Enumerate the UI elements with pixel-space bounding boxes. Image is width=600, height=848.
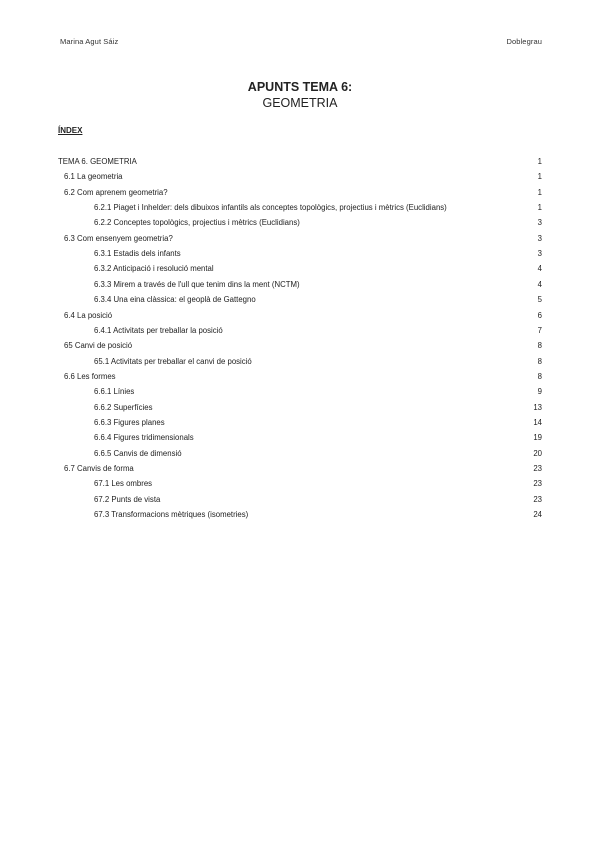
toc-entry-title: 6.6.2 Superfícies	[94, 402, 153, 412]
toc-entry-title: 6.3.3 Mirem a través de l'ull que tenim dins la ment (NCTM)	[94, 279, 300, 289]
toc-entry-title: 6.6 Les formes	[64, 371, 116, 381]
toc-entry-page: 8	[537, 341, 542, 351]
toc-entry-title: 6.6.3 Figures planes	[94, 417, 165, 427]
toc-entry-title: 6.6.5 Canvis de dimensió	[94, 448, 182, 458]
toc-entry-title: 65.1 Activitats per treballar el canvi de posició	[94, 356, 252, 366]
toc-entry-title: 6.1 La geometria	[64, 172, 123, 182]
toc-entry-title: 6.3 Com ensenyem geometria?	[64, 233, 173, 243]
toc-entry-page: 3	[537, 233, 542, 243]
toc-entry[interactable]	[64, 371, 542, 383]
toc-entry[interactable]	[94, 402, 542, 414]
toc-entry[interactable]	[94, 509, 542, 521]
toc-entry[interactable]	[64, 171, 542, 183]
toc-entry-page: 8	[537, 371, 542, 381]
toc-entry-title: TEMA 6. GEOMETRIA	[58, 157, 137, 166]
toc-entry-title: 6.2.1 Piaget i Inhelder: dels dibuixos infantils als conceptes topològics, projectius i mètrics (Euclidians)	[94, 203, 447, 213]
toc-entry-page: 19	[533, 433, 542, 443]
toc-entry-title: 6.2 Com aprenem geometria?	[64, 187, 168, 197]
toc-entry[interactable]	[64, 463, 542, 475]
toc-entry[interactable]	[94, 263, 542, 275]
toc-entry-page: 24	[533, 510, 542, 520]
toc-entry-page: 20	[533, 448, 542, 458]
toc-entry[interactable]	[64, 187, 542, 199]
document-subtitle: GEOMETRIA	[262, 96, 338, 110]
toc-entry-title: 6.3.2 Anticipació i resolució mental	[94, 264, 214, 274]
toc-entry-page: 1	[537, 157, 542, 166]
toc-entry[interactable]	[64, 340, 542, 352]
toc-entry-page: 1	[537, 203, 542, 213]
toc-entry-page: 23	[533, 464, 542, 473]
toc-entry-page: 23	[533, 494, 542, 504]
toc-entry-page: 7	[537, 325, 542, 335]
toc-entry[interactable]	[94, 202, 542, 214]
toc-entry[interactable]	[94, 248, 542, 260]
toc-entry-page: 4	[537, 279, 542, 289]
toc-entry[interactable]	[94, 294, 542, 306]
toc-entry-page: 13	[533, 402, 542, 412]
toc-entry-page: 23	[533, 479, 542, 489]
toc-entry-title: 6.6.1 Línies	[94, 387, 135, 397]
toc-entry-title: 6.7 Canvis de forma	[64, 464, 134, 473]
toc-entry-page: 8	[537, 356, 542, 366]
toc-entry[interactable]	[94, 279, 542, 291]
toc-entry-page: 4	[537, 264, 542, 274]
toc-entry[interactable]	[94, 356, 542, 368]
toc-entry[interactable]	[94, 494, 542, 506]
toc-entry[interactable]	[94, 478, 542, 490]
toc-entry-title: 6.4 La posició	[64, 310, 113, 320]
toc-entry[interactable]	[94, 417, 542, 429]
toc-entry-title: 6.4.1 Activitats per treballar la posició	[94, 325, 223, 335]
toc-entry-page: 1	[537, 187, 542, 197]
toc-entry-title: 67.2 Punts de vista	[94, 494, 161, 504]
toc-entry[interactable]	[64, 310, 542, 322]
toc-entry-page: 6	[537, 310, 542, 320]
toc-entry[interactable]	[94, 325, 542, 337]
toc-entry-page: 3	[537, 249, 542, 259]
document-title: APUNTS TEMA 6:	[247, 80, 353, 94]
toc-entry-title: 67.3 Transformacions mètriques (isometries)	[94, 510, 249, 520]
toc-entry-page: 5	[537, 295, 542, 305]
toc-entry-page: 3	[537, 218, 542, 228]
toc-entry-title: 67.1 Les ombres	[94, 479, 153, 489]
toc-entry[interactable]	[64, 233, 542, 245]
toc-entry-title: 65 Canvi de posició	[64, 341, 133, 351]
toc-entry[interactable]	[94, 432, 542, 444]
toc-entry-title: 6.3.4 Una eina clàssica: el geoplà de Gattegno	[94, 295, 256, 305]
toc-entry[interactable]	[94, 217, 542, 229]
toc-entry-title: 6.6.4 Figures tridimensionals	[94, 433, 194, 443]
header-author: Marina Agut Sáiz	[60, 37, 119, 46]
toc-entry[interactable]	[58, 156, 542, 168]
toc-entry-title: 6.2.2 Conceptes topològics, projectius i mètrics (Euclidians)	[94, 218, 300, 228]
toc-entry-page: 9	[537, 387, 542, 397]
toc-entry-page: 14	[533, 417, 542, 427]
toc-entry-page: 1	[537, 172, 542, 182]
toc-entry-title: 6.3.1 Estadis dels infants	[94, 249, 181, 259]
index-heading: ÍNDEX	[58, 126, 83, 135]
toc-entry[interactable]	[94, 386, 542, 398]
toc-entry[interactable]	[94, 448, 542, 460]
header-right: Doblegrau	[506, 37, 542, 46]
